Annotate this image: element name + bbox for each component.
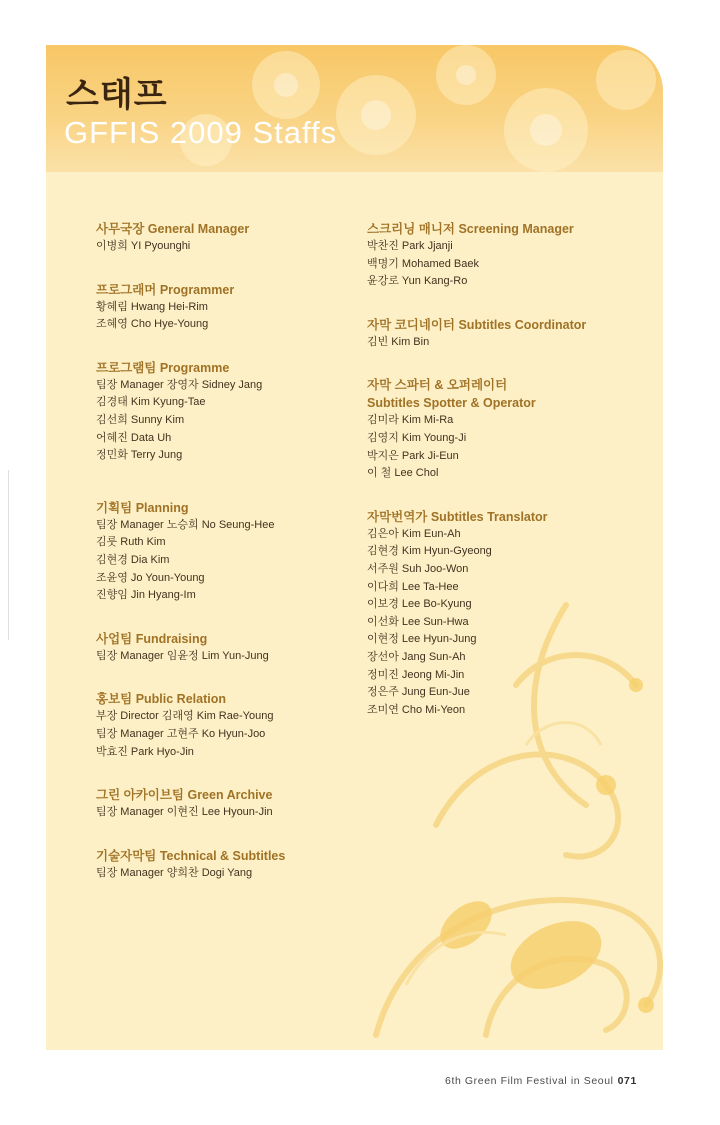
staff-entry: 조미연 Cho Mi-Yeon [367,703,466,716]
staff-entry: 윤강로 Yun Kang-Ro [367,275,468,288]
staff-entry: 팀장 Manager 장영자 Sidney Jang [96,378,263,391]
section-title: 그린 아카이브팀 Green Archive [96,788,273,803]
section-title: 프로그래머 Programmer [96,282,235,297]
staff-section [96,220,356,256]
staff-column-right [367,220,657,737]
staff-section [367,508,657,720]
staff-entry: 박효진 Park Hyo-Jin [96,745,194,758]
staff-entry: 팀장 Manager 양희찬 Dogi Yang [96,866,253,879]
page-number: 071 [617,1075,637,1087]
staff-section [96,690,356,761]
staff-entry: 팀장 Manager 노승희 No Seung-Hee [96,518,275,531]
staff-entry: 김미라 Kim Mi-Ra [367,414,454,427]
content-panel [46,45,663,1050]
staff-entry: 어혜진 Data Uh [96,431,172,444]
staff-entry: 김빈 Kim Bin [367,335,430,348]
staff-entry: 팀장 Manager 고현주 Ko Hyun-Joo [96,727,266,740]
staff-entry: 정민화 Terry Jung [96,449,183,462]
staff-entry: 박지은 Park Ji-Eun [367,449,459,462]
section-title: 홍보팀 Public Relation [96,692,226,707]
staff-section [367,376,657,482]
staff-section [367,220,657,291]
staff-entry: 조윤영 Jo Youn-Young [96,571,205,584]
section-title: 자막 스파터 & 오퍼레이터 [367,378,508,393]
staff-entry: 부장 Director 김래영 Kim Rae-Young [96,710,274,723]
section-title: 사업팀 Fundraising [96,631,208,646]
staff-entry: 김룻 Ruth Kim [96,536,166,549]
page-title-english: GFFIS 2009 Staffs [64,115,338,150]
section-title-line2: Subtitles Spotter & Operator [367,396,536,411]
staff-entry: 박찬진 Park Jjanji [367,240,453,252]
staff-entry: 황혜림 Hwang Hei-Rim [96,300,208,313]
page-footer [445,1075,637,1087]
section-title: 기술자막팀 Technical & Subtitles [96,848,286,863]
staff-section [367,316,657,352]
section-title: 스크리닝 매니저 Screening Manager [367,222,574,236]
staff-entry: 서주원 Suh Joo-Won [367,562,469,575]
staff-entry: 팀장 Manager 임윤정 Lim Yun-Jung [96,649,269,662]
staff-entry: 김영지 Kim Young-Ji [367,431,467,444]
section-title: 사무국장 General Manager [96,222,250,236]
staff-section [96,281,356,334]
staff-entry: 정미진 Jeong Mi-Jin [367,668,465,681]
staff-entry: 김현경 Kim Hyun-Gyeong [367,545,492,558]
page-title-korean: 스태프 [66,76,168,114]
staff-entry: 진향임 Jin Hyang-Im [96,589,196,602]
section-title: 프로그램팀 Programme [96,360,230,375]
section-title: 자막번역가 Subtitles Translator [367,509,548,524]
staff-entry: 김경태 Kim Kyung-Tae [96,396,206,409]
staff-entry: 조혜영 Cho Hye-Young [96,318,209,331]
staff-section [96,786,356,822]
staff-entry: 김은아 Kim Eun-Ah [367,527,461,540]
section-title: 자막 코디네이터 Subtitles Coordinator [367,317,587,332]
staff-entry: 김선희 Sunny Kim [96,413,185,426]
staff-section [96,499,356,605]
staff-entry: 이다희 Lee Ta-Hee [367,580,459,593]
staff-column-left [96,220,356,900]
staff-entry: 백명기 Mohamed Baek [367,257,479,270]
staff-entry: 이 철 Lee Chol [367,467,439,480]
staff-entry: 이선화 Lee Sun-Hwa [367,615,469,628]
page-edge-mark [8,470,9,640]
footer-festival-name: 6th Green Film Festival in Seoul [445,1075,614,1087]
staff-entry: 이병희 YI Pyounghi [96,240,191,252]
staff-entry: 장선아 Jang Sun-Ah [367,650,466,663]
staff-entry: 이현정 Lee Hyun-Jung [367,633,477,646]
staff-section [96,359,356,465]
section-title: 기획팀 Planning [96,500,189,515]
staff-section [96,847,356,883]
staff-entry: 김현경 Dia Kim [96,553,170,566]
staff-entry: 이보경 Lee Bo-Kyung [367,598,472,611]
staff-entry: 팀장 Manager 이현진 Lee Hyoun-Jin [96,806,273,819]
staff-entry: 정은주 Jung Eun-Jue [367,686,470,699]
staff-section [96,630,356,666]
